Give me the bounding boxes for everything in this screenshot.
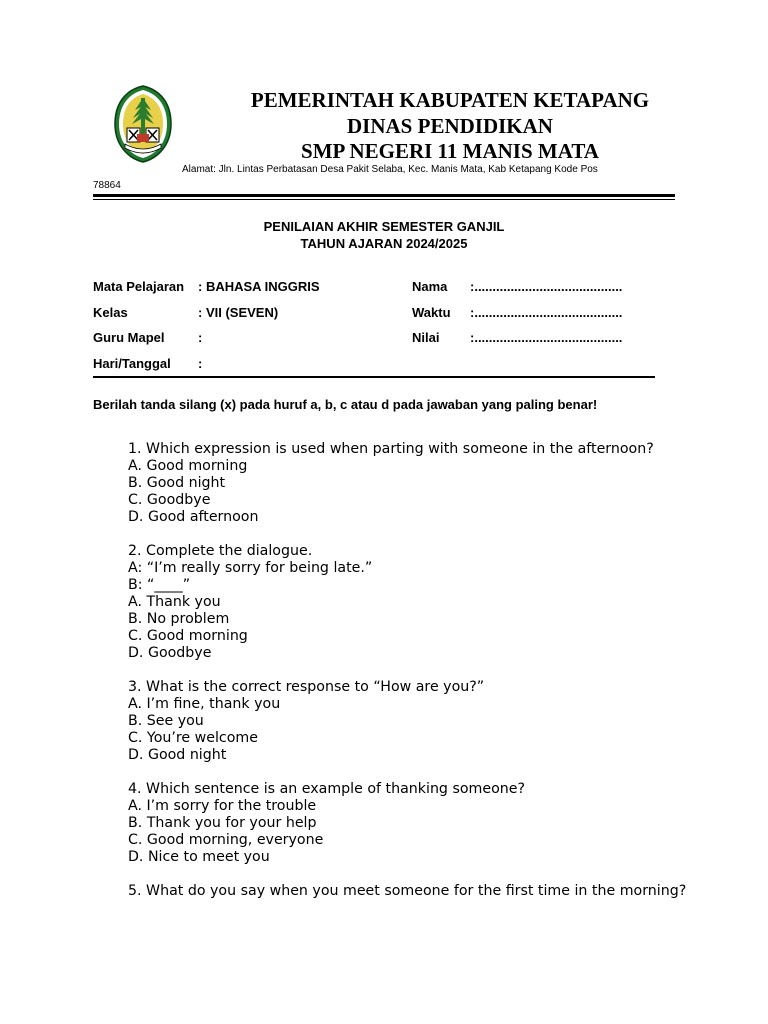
option-c[interactable]: C. Goodbye <box>128 492 211 508</box>
option-a[interactable]: A. Good morning <box>128 458 248 474</box>
info-label-time: Waktu <box>412 305 451 320</box>
question-stem: 1. Which expression is used when parting with someone in the afternoon? <box>128 441 654 457</box>
option-d[interactable]: D. Nice to meet you <box>128 849 270 865</box>
regency-coat-of-arms-icon <box>113 84 173 164</box>
exam-title: PENILAIAN AKHIR SEMESTER GANJIL <box>263 219 505 234</box>
option-d[interactable]: D. Good night <box>128 747 227 763</box>
question-5 <box>128 883 688 900</box>
option-c[interactable]: C. Good morning <box>128 628 248 644</box>
header-divider-thick <box>93 194 675 197</box>
info-value-time[interactable]: :......................................... <box>470 305 623 320</box>
instruction-text: Berilah tanda silang (x) pada huruf a, b, c atau d pada jawaban yang paling benar! <box>93 397 598 412</box>
info-label-score: Nilai <box>412 330 440 345</box>
info-value-date: : <box>198 356 203 371</box>
option-a[interactable]: A. I’m sorry for the trouble <box>128 798 317 814</box>
question-1 <box>128 441 688 526</box>
option-b[interactable]: B. No problem <box>128 611 230 627</box>
info-label-subject: Mata Pelajaran <box>93 279 185 294</box>
info-label-class: Kelas <box>93 305 128 320</box>
question-4 <box>128 781 688 866</box>
question-2 <box>128 543 688 662</box>
info-value-class: : VII (SEVEN) <box>198 305 279 320</box>
dialogue-line-a: A: “I’m really sorry for being late.” <box>128 560 373 576</box>
option-b[interactable]: B. Thank you for your help <box>128 815 317 831</box>
header-postcode: 78864 <box>93 180 121 191</box>
info-label-teacher: Guru Mapel <box>93 330 165 345</box>
question-stem: 5. What do you say when you meet someone for the first time in the morning? <box>128 883 687 899</box>
header-government: PEMERINTAH KABUPATEN KETAPANG <box>250 88 650 112</box>
question-stem: 3. What is the correct response to “How are you?” <box>128 679 485 695</box>
question-stem: 2. Complete the dialogue. <box>128 543 313 559</box>
option-a[interactable]: A. I’m fine, thank you <box>128 696 281 712</box>
question-3 <box>128 679 688 764</box>
option-c[interactable]: C. Good morning, everyone <box>128 832 324 848</box>
header-address: Alamat: Jln. Lintas Perbatasan Desa Pakit Selaba, Kec. Manis Mata, Kab Ketapang Kode Pos <box>182 164 598 175</box>
header-school: SMP NEGERI 11 MANIS MATA <box>301 139 599 163</box>
header-divider-thin <box>93 199 675 200</box>
header-office: DINAS PENDIDIKAN <box>347 114 553 138</box>
info-value-score[interactable]: :......................................... <box>470 330 623 345</box>
option-a[interactable]: A. Thank you <box>128 594 221 610</box>
question-stem: 4. Which sentence is an example of thanking someone? <box>128 781 526 797</box>
info-value-subject: : BAHASA INGGRIS <box>198 279 320 294</box>
dialogue-line-b: B: “____” <box>128 577 191 593</box>
info-label-name: Nama <box>412 279 448 294</box>
info-divider <box>93 376 655 378</box>
option-c[interactable]: C. You’re welcome <box>128 730 258 746</box>
info-label-date: Hari/Tanggal <box>93 356 171 371</box>
option-b[interactable]: B. See you <box>128 713 204 729</box>
question-list <box>128 441 688 917</box>
info-value-teacher: : <box>198 330 203 345</box>
info-value-name[interactable]: :......................................... <box>470 279 623 294</box>
option-b[interactable]: B. Good night <box>128 475 226 491</box>
option-d[interactable]: D. Good afternoon <box>128 509 259 525</box>
exam-year: TAHUN AJARAN 2024/2025 <box>300 236 468 251</box>
option-d[interactable]: D. Goodbye <box>128 645 212 661</box>
